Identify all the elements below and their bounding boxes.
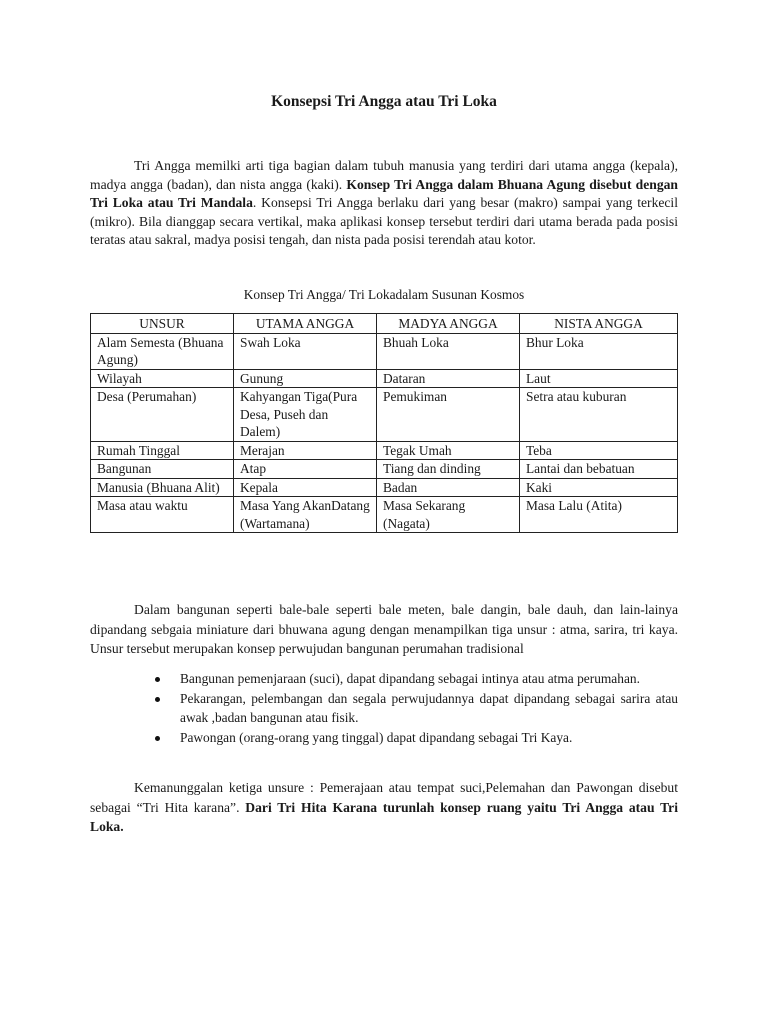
closing-text-a: Kemanunggalan ketiga unsure : Pemerajaan atau tempat suci,Pelemahan dan Pawongan disebut sebagai “Tri Hita karana”.: [90, 780, 678, 815]
intro-text-b: . Konsepsi Tri Angga berlaku dari yang besar (makro) sampai yang terkecil (mikro). Bila dianggap secara vertikal, maka aplikasi konsep tersebut terdiri dari utama berada pada posisi teratas atau sakral, madya posisi tengah, dan nista pada posisi terendah atau kotor.: [90, 195, 678, 248]
header-madya-angga: MADYA ANGGA: [377, 314, 520, 334]
list-item-text: Bangunan pemenjaraan (suci), dapat dipandang sebagai intinya atau atma perumahan.: [180, 671, 640, 686]
table-row: [91, 497, 678, 533]
table-header-row: [91, 314, 678, 334]
document-title: Konsepsi Tri Angga atau Tri Loka: [271, 93, 497, 110]
table-cell: Wilayah: [91, 369, 234, 388]
header-nista-angga: NISTA ANGGA: [520, 314, 678, 334]
table-cell: Tegak Umah: [377, 441, 520, 460]
header-unsur: UNSUR: [91, 314, 234, 334]
bangunan-text: Dalam bangunan seperti bale-bale seperti bale meten, bale dangin, bale dauh, dan lain-lainya dipandang sebgaia miniature dari bhuwana agung dengan menampilkan tiga unsur : atma, sarira, tri kaya. Unsur tersebut merupakan konsep perwujudan bangunan perumahan tradisional: [90, 602, 678, 656]
table-cell: Atap: [234, 460, 377, 479]
table-cell: Bangunan: [91, 460, 234, 479]
table-row: [91, 333, 678, 369]
table-cell: Rumah Tinggal: [91, 441, 234, 460]
table-cell: Teba: [520, 441, 678, 460]
table-cell: Bhur Loka: [520, 333, 678, 369]
table-cell: Tiang dan dinding: [377, 460, 520, 479]
table-cell: Bhuah Loka: [377, 333, 520, 369]
intro-text-a: Tri Angga memilki arti tiga bagian dalam tubuh manusia yang terdiri dari utama angga (kepala), madya angga (badan), dan nista angga (kaki).: [90, 158, 678, 192]
table-cell: Pemukiman: [377, 388, 520, 442]
tri-hita-karana-paragraph: [90, 778, 678, 837]
table-cell: Lantai dan bebatuan: [520, 460, 678, 479]
bullet-icon: [155, 697, 160, 702]
table-row: [91, 460, 678, 479]
list-item-text: Pekarangan, pelembangan dan segala perwujudannya dapat dipandang sebagai sarira atau awak ,badan bangunan atau fisik.: [180, 691, 678, 725]
table-cell: Setra atau kuburan: [520, 388, 678, 442]
intro-bold-text: Konsep Tri Angga dalam Bhuana Agung disebut dengan Tri Loka atau Tri Mandala: [90, 176, 678, 211]
table-cell: Kahyangan Tiga(Pura Desa, Puseh dan Dalem): [234, 388, 377, 442]
table-cell: Swah Loka: [234, 333, 377, 369]
table-caption: Konsep Tri Angga/ Tri Lokadalam Susunan Kosmos: [243, 287, 525, 302]
bangunan-paragraph: [90, 600, 678, 659]
table-cell: Alam Semesta (Bhuana Agung): [91, 333, 234, 369]
table-cell: Manusia (Bhuana Alit): [91, 478, 234, 497]
bullet-icon: [155, 677, 160, 682]
table-cell: Dataran: [377, 369, 520, 388]
table-row: [91, 478, 678, 497]
table-cell: Masa Lalu (Atita): [520, 497, 678, 533]
tri-angga-table: [90, 313, 678, 533]
list-item: [180, 728, 678, 747]
bullet-list: [132, 669, 678, 748]
table-cell: Masa Yang AkanDatang (Wartamana): [234, 497, 377, 533]
table-cell: Kaki: [520, 478, 678, 497]
list-item-text: Pawongan (orang-orang yang tinggal) dapat dipandang sebagai Tri Kaya.: [180, 730, 573, 745]
table-row: [91, 388, 678, 442]
table-cell: Masa Sekarang (Nagata): [377, 497, 520, 533]
table-row: [91, 369, 678, 388]
table-cell: Kepala: [234, 478, 377, 497]
table-cell: Laut: [520, 369, 678, 388]
table-row: [91, 441, 678, 460]
table-cell: Masa atau waktu: [91, 497, 234, 533]
table-cell: Badan: [377, 478, 520, 497]
list-item: [180, 669, 678, 688]
table-cell: Gunung: [234, 369, 377, 388]
header-utama-angga: UTAMA ANGGA: [234, 314, 377, 334]
table-cell: Desa (Perumahan): [91, 388, 234, 442]
list-item: [180, 689, 678, 727]
table-cell: Merajan: [234, 441, 377, 460]
bullet-icon: [155, 736, 160, 741]
intro-paragraph: [90, 157, 678, 250]
closing-bold-text: Dari Tri Hita Karana turunlah konsep ruang yaitu Tri Angga atau Tri Loka.: [90, 799, 678, 834]
